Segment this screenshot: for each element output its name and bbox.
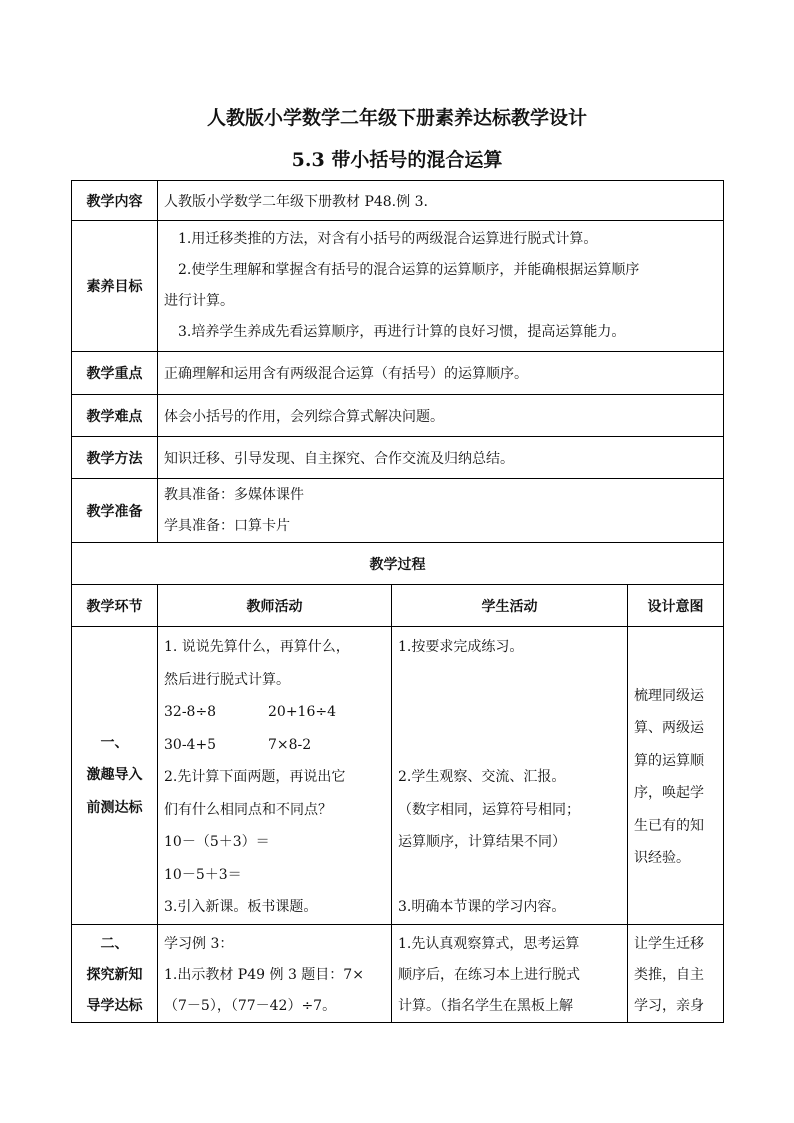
lesson-plan-table xyxy=(71,180,724,1023)
document-title: 人教版小学数学二年级下册素养达标教学设计 xyxy=(206,107,587,129)
teacher-activity: 学习例 3： 1.出示教材 P49 例 3 题目：7× （7－5），（77－42）÷7。 xyxy=(158,924,392,1022)
row-label: 教学难点 xyxy=(72,395,158,437)
row-label: 教学重点 xyxy=(72,352,158,395)
goal-item: 3.培养学生养成先看运算顺序，再进行计算的良好习惯，提高运算能力。 xyxy=(178,324,626,340)
row-label: 素养目标 xyxy=(72,221,158,352)
row-label: 教学方法 xyxy=(72,437,158,479)
prep-item: 教具准备：多媒体课件 xyxy=(164,486,304,503)
stage-name: 二、 探究新知 导学达标 xyxy=(72,924,158,1022)
design-intent: 梳理同级运 算、两级运 算的运算顺 序，唤起学 生已有的知 识经验。 xyxy=(628,627,724,925)
expression: 10－5＋3＝ xyxy=(164,866,242,883)
header-stage: 教学环节 xyxy=(72,585,158,627)
prep-list xyxy=(158,479,724,543)
row-preparation xyxy=(72,479,724,543)
stage-row xyxy=(72,627,724,925)
row-method xyxy=(72,437,724,479)
expression: 10－（5＋3）＝ xyxy=(164,834,270,850)
expression: 7×8-2 xyxy=(268,736,312,753)
header-intent: 设计意图 xyxy=(628,585,724,627)
header-teacher: 教师活动 xyxy=(158,585,392,627)
lesson-title: 5.3 带小括号的混合运算 xyxy=(291,149,503,171)
expression: 32-8÷8 xyxy=(164,704,217,720)
row-goals xyxy=(72,221,724,352)
goal-item: 1.用迁移类推的方法，对含有小括号的两级混合运算进行脱式计算。 xyxy=(178,231,598,247)
goals-list xyxy=(158,221,724,352)
stage-name: 一、 激趣导入 前测达标 xyxy=(72,627,158,925)
student-activity: 1.按要求完成练习。 2.学生观察、交流、汇报。 （数字相同，运算符号相同； 运算顺序，计算结果不同） 3.明确本节课的学习内容。 xyxy=(392,627,628,925)
row-value: 知识迁移、引导发现、自主探究、合作交流及归纳总结。 xyxy=(158,437,724,479)
header-student: 学生活动 xyxy=(392,585,628,627)
process-title: 教学过程 xyxy=(72,543,724,585)
row-key-point xyxy=(72,352,724,395)
row-label: 教学准备 xyxy=(72,479,158,543)
student-activity: 1.先认真观察算式，思考运算 顺序后，在练习本上进行脱式 计算。（指名学生在黑板上解 xyxy=(392,924,628,1022)
process-header-row xyxy=(72,585,724,627)
goal-item-continued: 进行计算。 xyxy=(164,293,234,309)
stage-row xyxy=(72,924,724,1022)
teacher-activity: 1. 说说先算什么，再算什么， 然后进行脱式计算。 32-8÷8 20+16÷4 30-4+5 7×8-2 2.先计算下面两题，再说出它 们有什么相同点和不同点？ 10－（5＋3）＝ 10－5＋3＝ 3.引入新课。板书课题。 xyxy=(158,627,392,925)
row-value: 正确理解和运用含有两级混合运算（有括号）的运算顺序。 xyxy=(158,352,724,395)
expression: 30-4+5 xyxy=(164,736,217,753)
expression: 20+16÷4 xyxy=(268,704,336,720)
process-title-row xyxy=(72,543,724,585)
row-difficulty xyxy=(72,395,724,437)
goal-item: 2.使学生理解和掌握含有括号的混合运算的运算顺序，并能确根据运算顺序 xyxy=(178,262,640,278)
row-label: 教学内容 xyxy=(72,181,158,221)
design-intent: 让学生迁移 类推，自主 学习，亲身 xyxy=(628,924,724,1022)
row-value: 体会小括号的作用，会列综合算式解决问题。 xyxy=(158,395,724,437)
row-value: 人教版小学数学二年级下册教材 P48.例 3. xyxy=(158,181,724,221)
row-content xyxy=(72,181,724,221)
prep-item: 学具准备：口算卡片 xyxy=(164,517,290,534)
